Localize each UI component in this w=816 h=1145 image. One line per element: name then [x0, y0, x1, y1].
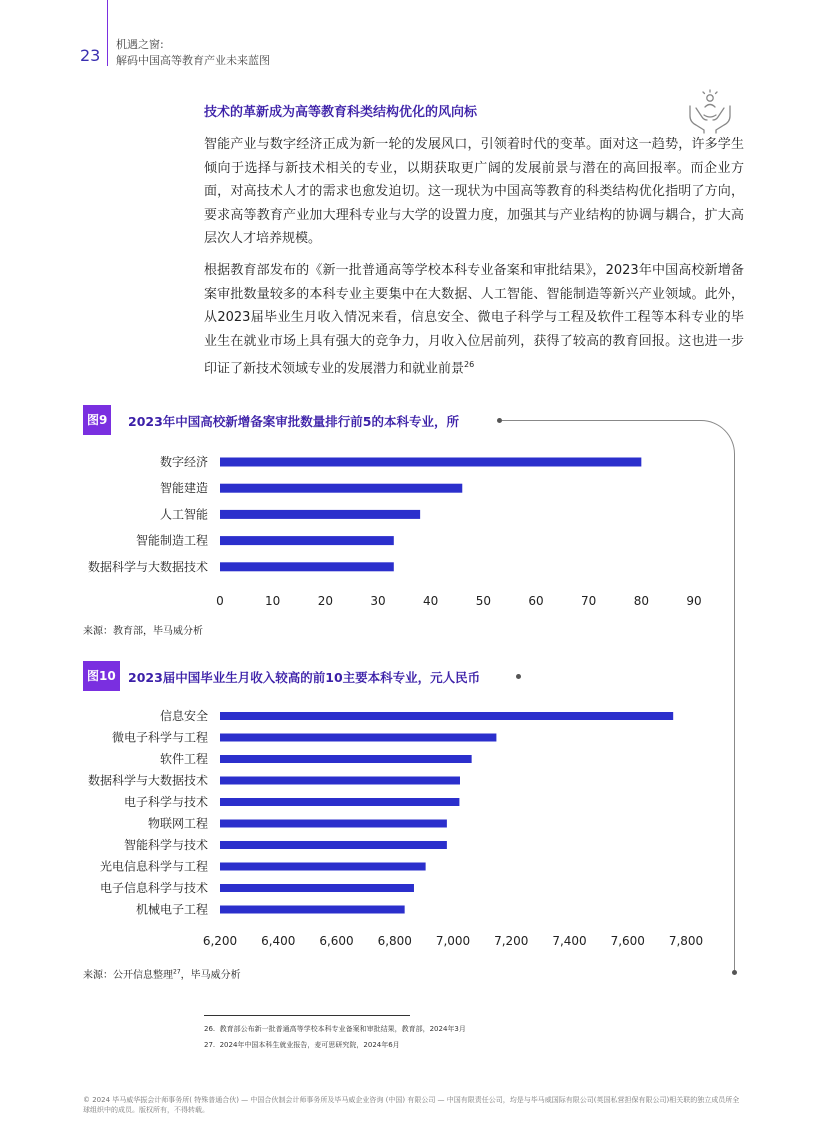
figure9-tick-label-9: 90 [686, 594, 702, 608]
figure9-tick-label-1: 10 [265, 594, 281, 608]
figure10-title: 2023届中国毕业生月收入较高的前10主要本科专业，元人民币 [128, 670, 481, 685]
figure10-bar-2 [220, 755, 472, 763]
figure9-category-label-1: 智能建造 [159, 481, 208, 496]
footnote-26 [204, 1024, 466, 1034]
figure9-bar-4 [220, 562, 394, 571]
figure10-bar-4 [220, 798, 459, 806]
figure10-bar-3 [220, 777, 460, 785]
figure10-category-label-1: 微电子科学与工程 [111, 730, 208, 745]
figure10-tick-label-6: 7,400 [552, 934, 587, 948]
figure10-tick-label-7: 7,600 [610, 934, 645, 948]
footnote-26-num: 26. [204, 1025, 216, 1033]
figure10-bar-7 [220, 863, 426, 871]
figure9-label: 图9 [83, 405, 111, 435]
running-header [116, 37, 270, 69]
figure10-tick-label-2: 6,600 [319, 934, 354, 948]
side-connector-dot [732, 970, 737, 975]
figure10-tick-label-8: 7,800 [668, 934, 704, 948]
figure10-category-label-0: 信息安全 [159, 709, 208, 723]
figure9-source: 来源：教育部，毕马威分析 [83, 626, 203, 637]
figure10-category-label-7: 光电信息科学与工程 [99, 859, 208, 874]
figure10-source [83, 966, 241, 981]
paragraph-1: 智能产业与数字经济正成为新一轮的发展风口，引领着时代的变革。面对这一趋势，许多学生倾向于选择与新技术相关的专业，以期获取更广阔的发展前景与潜在的高回报率。而企业方面，对高技术人才的需求也愈发迫切。这一现状为中国高等教育的科类结构优化指明了方向，要求高等教育产业加大理科专业与大学的设置力度，加强其与产业结构的协调与耦合，扩大高层次人才培养规模。 [204, 137, 744, 247]
figure10-bar-9 [220, 906, 405, 914]
running-header-line2: 解码中国高等教育产业未来蓝图 [116, 54, 270, 67]
footnote-27 [204, 1040, 400, 1050]
footnote-26-text: 教育部公布新一批普通高等学校本科专业备案和审批结果，教育部，2024年3月 [219, 1025, 466, 1033]
figure10-category-label-3: 数据科学与大数据技术 [87, 773, 208, 788]
figure9-tick-label-4: 40 [423, 594, 439, 608]
figure10-category-label-9: 机械电子工程 [135, 902, 208, 917]
figure9-bar-1 [220, 484, 462, 493]
figure10-bar-0 [220, 712, 673, 720]
figure10-label: 图10 [83, 661, 120, 691]
figure9-category-label-3: 智能制造工程 [135, 533, 208, 548]
figure9-tick-label-3: 30 [370, 594, 386, 608]
footnote-27-num: 27. [204, 1041, 216, 1049]
page-number: 23 [80, 46, 101, 65]
figure10-category-label-2: 软件工程 [159, 752, 208, 766]
figure10-bar-6 [220, 841, 447, 849]
figure10-category-label-8: 电子信息科学与技术 [99, 881, 208, 895]
figure10-bar-5 [220, 820, 447, 828]
figure10-tick-label-1: 6,400 [261, 934, 296, 948]
figure9-tick-label-7: 70 [581, 594, 597, 608]
figure10-tick-label-5: 7,200 [494, 934, 529, 948]
copyright-notice: © 2024 毕马威华振会计师事务所( 特殊普通合伙) — 中国合伙制会计师事务所及毕马威企业咨询 (中国) 有限公司 — 中国有限责任公司，均是与毕马威国际有限公司(英国私营担保有限公司)相关联的独立成员所全球组织中的成员。版权所有，不得转载。 [83, 1096, 740, 1114]
figure9-chart [0, 450, 760, 615]
figure9-bar-0 [220, 458, 641, 467]
figure10-bar-1 [220, 734, 496, 742]
figure9-category-label-2: 人工智能 [159, 507, 208, 522]
figure10-source-suffix: ，毕马威分析 [180, 970, 241, 981]
figure9-bar-2 [220, 510, 420, 519]
footnote-ref-27: 27 [173, 968, 181, 976]
figure10-category-label-6: 智能科学与技术 [123, 838, 208, 852]
figure9-category-label-0: 数字经济 [159, 455, 208, 469]
figure9-category-label-4: 数据科学与大数据技术 [87, 559, 208, 574]
figure9-tick-label-6: 60 [528, 594, 544, 608]
header-accent-line [107, 0, 108, 66]
figure10-bar-8 [220, 884, 414, 892]
figure9-tick-label-2: 20 [317, 594, 333, 608]
figure10-category-label-5: 物联网工程 [147, 816, 208, 831]
figure9-title: 2023年中国高校新增备案审批数量排行前5的本科专业，所 [128, 414, 459, 429]
figure9-bar-3 [220, 536, 394, 545]
figure10-tick-label-3: 6,800 [377, 934, 412, 948]
footnote-ref-26: 26 [464, 360, 475, 370]
figure10-connector-dot [516, 674, 521, 679]
figure10-tick-label-4: 7,000 [435, 934, 471, 948]
figure9-tick-label-8: 80 [633, 594, 649, 608]
running-header-line1: 机遇之窗: [116, 38, 164, 51]
figure10-chart [0, 705, 760, 955]
hands-holding-person-icon [686, 88, 734, 134]
figure10-category-label-4: 电子科学与技术 [123, 795, 208, 809]
figure10-tick-label-0: 6,200 [202, 934, 238, 948]
figure10-source-prefix: 来源：公开信息整理 [83, 970, 173, 981]
figure9-tick-label-5: 50 [475, 594, 491, 608]
paragraph-2 [204, 259, 744, 381]
section-title: 技术的革新成为高等教育科类结构优化的风向标 [204, 105, 478, 120]
figure9-tick-label-0: 0 [216, 594, 224, 608]
footnote-27-text: 2024年中国本科生就业报告，麦可思研究院，2024年6月 [219, 1041, 400, 1049]
footnote-divider [204, 1015, 410, 1016]
paragraph-2-text: 根据教育部发布的《新一批普通高等学校本科专业备案和审批结果》，2023年中国高校新增备案审批数量较多的本科专业主要集中在大数据、人工智能、智能制造等新兴产业领域。此外，从2023届毕业生月收入情况来看，信息安全、微电子科学与工程及软件工程等本科专业的毕业生在就业市场上具有强大的竞争力，月收入位居前列，获得了较高的教育回报。这也进一步印证了新技术领域专业的发展潜力和就业前景 [204, 263, 744, 377]
